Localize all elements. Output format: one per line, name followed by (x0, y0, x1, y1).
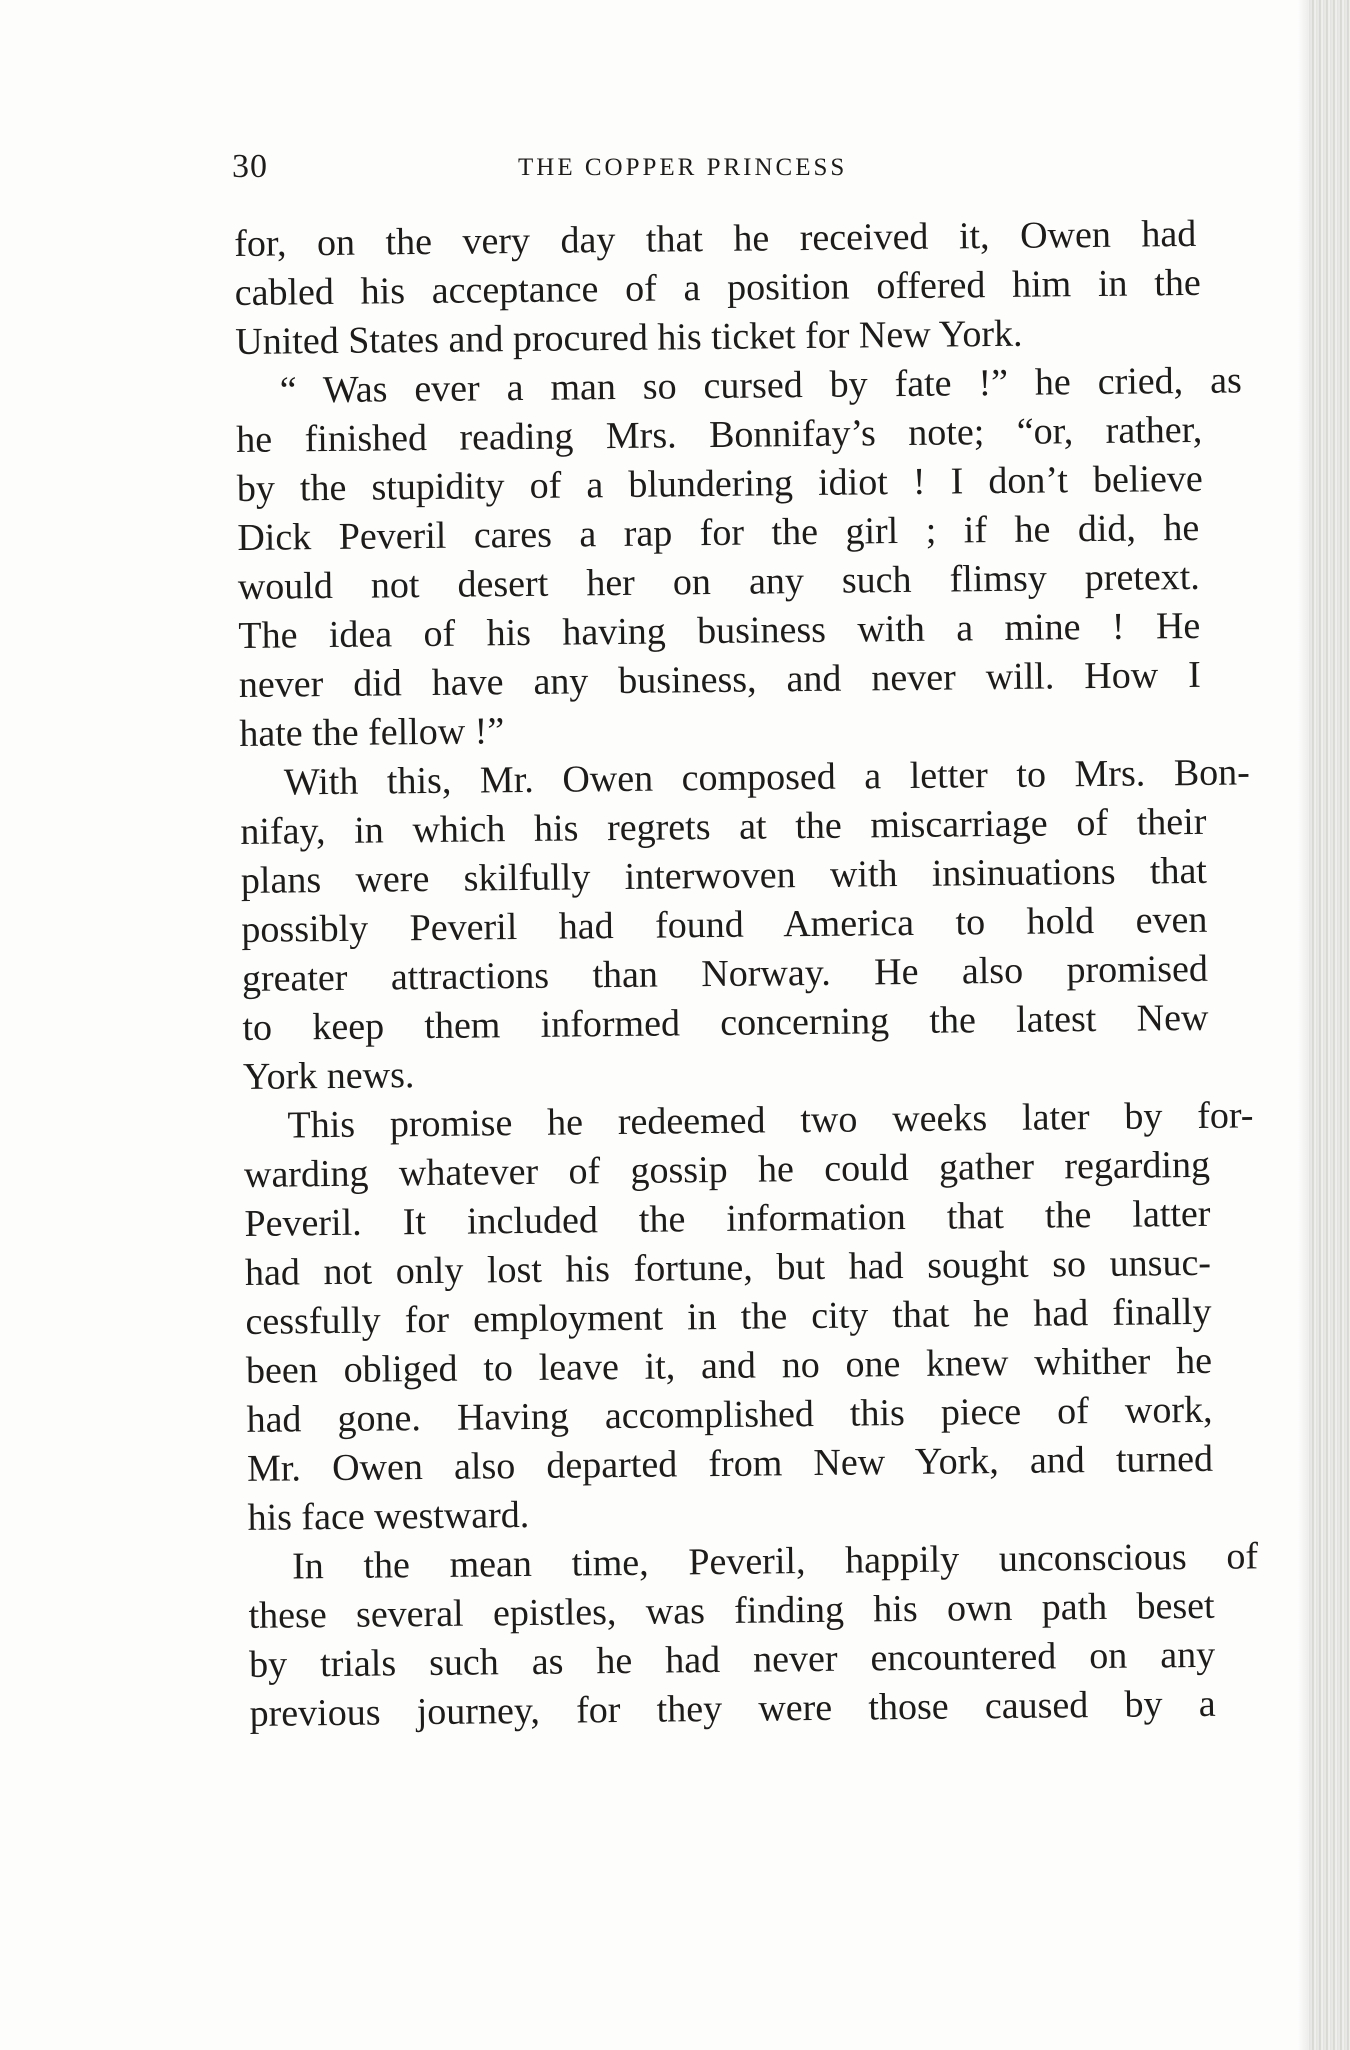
text-line: Mr. Owen also departed from New York, and turned (246, 1437, 1214, 1490)
text-line: cabled his acceptance of a position offered him in the (234, 261, 1201, 314)
page-number: 30 (232, 148, 268, 185)
text-line: warding whatever of gossip he could gather regarding (243, 1143, 1211, 1196)
page-header (232, 148, 932, 188)
text-line: his face westward. (247, 1493, 530, 1539)
paragraph-first-line: This promise he redeemed two weeks later by for- (287, 1094, 1254, 1147)
text-line: been obliged to leave it, and no one knew whither he (245, 1339, 1213, 1392)
text-line: hate the fellow !” (239, 710, 505, 755)
text-line: he finished reading Mrs. Bonnifay’s note; “or, rather, (236, 408, 1203, 461)
text-line: greater attractions than Norway. He also promised (241, 947, 1209, 1000)
text-line: The idea of his having business with a mine ! He (238, 604, 1201, 657)
text-line: nifay, in which his regrets at the miscarriage of their (240, 800, 1207, 853)
paragraph-first-line: With this, Mr. Owen composed a letter to Mrs. Bon- (283, 751, 1251, 804)
text-line: previous journey, for they were those caused by a (249, 1682, 1216, 1735)
text-line: for, on the very day that he received it, Owen had (234, 212, 1197, 265)
text-line: by the stupidity of a blundering idiot ! I don’t believe (236, 457, 1203, 510)
text-line: United States and procured his ticket for New York. (235, 312, 1023, 363)
text-line: York news. (242, 1054, 415, 1098)
text-line: possibly Peveril had found America to hold even (241, 898, 1208, 951)
text-line: Dick Peveril cares a rap for the girl ; if he did, he (237, 506, 1200, 559)
text-line: cessfully for employment in the city that he had finally (245, 1290, 1212, 1343)
paragraph-first-line: In the mean time, Peveril, happily unconscious of (291, 1535, 1259, 1588)
text-line: never did have any business, and never will. How I (238, 653, 1202, 706)
page-edge-shadow (1308, 0, 1350, 2050)
body-text (234, 210, 1259, 1739)
text-line: Peveril. It included the information that the latter (244, 1192, 1211, 1245)
text-line: would not desert her on any such flimsy pretext. (237, 555, 1201, 608)
text-line: had gone. Having accomplished this piece of work, (246, 1388, 1213, 1441)
text-line: these several epistles, was finding his own path beset (248, 1584, 1215, 1637)
running-title: THE COPPER PRINCESS (518, 154, 848, 181)
text-line: to keep them informed concerning the latest New (242, 996, 1209, 1049)
paragraph-first-line: “ Was ever a man so cursed by fate !” he cried, as (279, 359, 1242, 412)
text-line: plans were skilfully interwoven with insinuations that (240, 849, 1208, 902)
text-line: had not only lost his fortune, but had sought so unsuc- (244, 1241, 1212, 1294)
text-line: by trials such as he had never encountered on any (248, 1633, 1216, 1686)
